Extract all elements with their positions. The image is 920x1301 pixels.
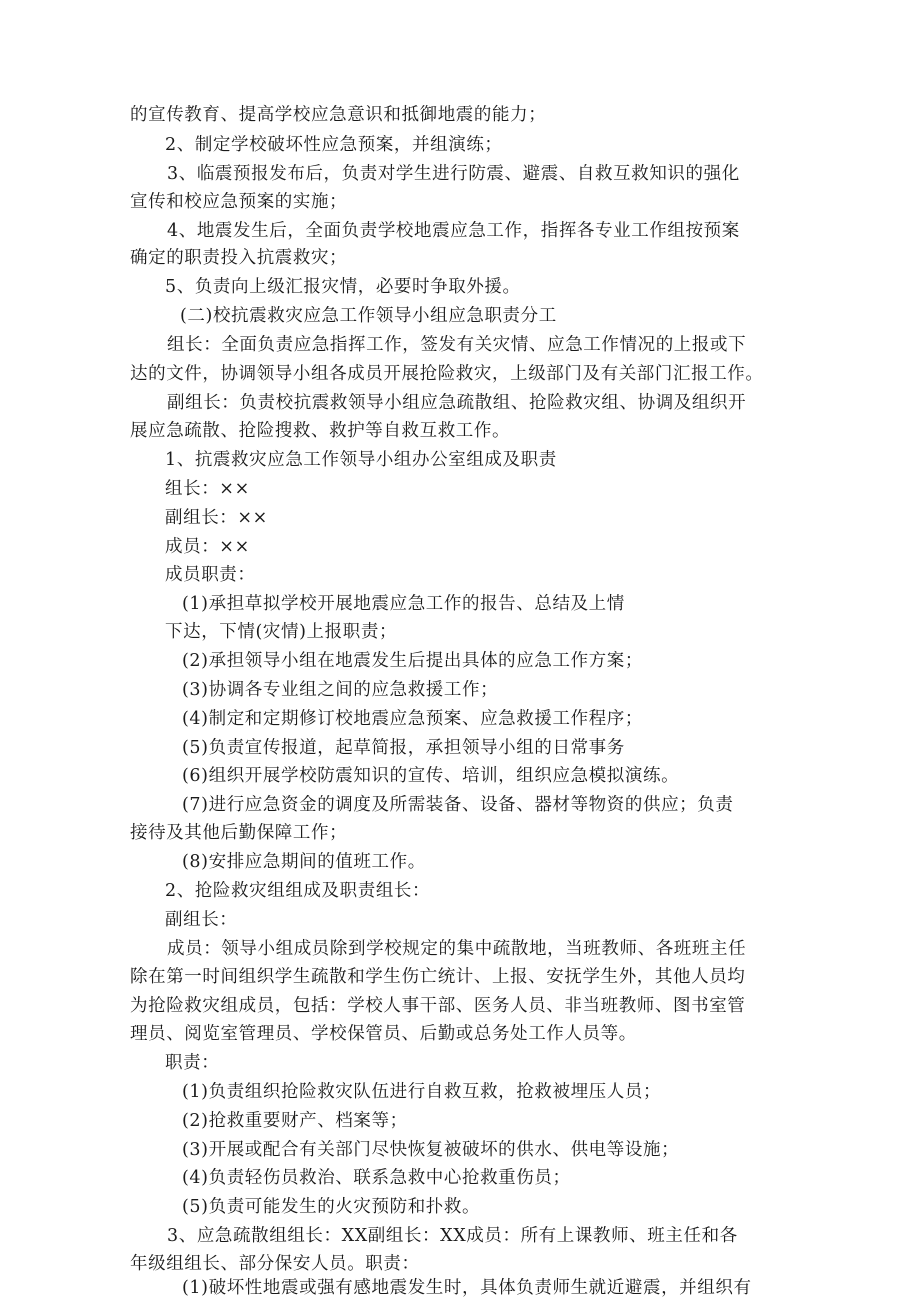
text-line: 2、制定学校破坏性应急预案，并组演练； xyxy=(165,135,503,155)
text-line: 副组长： xyxy=(165,910,238,930)
text-line: 成员：领导小组成员除到学校规定的集中疏散地，当班教师、各班班主任 xyxy=(167,939,747,959)
text-line: 确定的职责投入抗震救灾； xyxy=(130,248,348,268)
text-line: (5)负责宣传报道，起草简报，承担领导小组的日常事务 xyxy=(182,738,625,758)
text-line: 组长：×× xyxy=(165,479,250,499)
text-line: (2)承担领导小组在地震发生后提出具体的应急工作方案； xyxy=(182,651,643,671)
text-line: (7)进行应急资金的调度及所需装备、设备、器材等物资的供应；负责 xyxy=(182,795,734,815)
text-line: (1)负责组织抢险救灾队伍进行自救互救，抢救被埋压人员； xyxy=(182,1082,662,1102)
text-line: 4、地震发生后，全面负责学校地震应急工作，指挥各专业工作组按预案 xyxy=(167,221,740,241)
text-line: 5、负责向上级汇报灾情，必要时争取外援。 xyxy=(165,277,521,297)
text-line: 副组长：负责校抗震救领导小组应急疏散组、抢险救灾组、协调及组织开 xyxy=(167,393,747,413)
text-line: 3、临震预报发布后，负责对学生进行防震、避震、自救互救知识的强化 xyxy=(167,164,740,184)
text-line: 为抢险救灾组成员，包括：学校人事干部、医务人员、非当班教师、图书室管 xyxy=(130,996,746,1016)
text-line: 的宣传教育、提高学校应急意识和抵御地震的能力； xyxy=(130,105,547,125)
text-line: 除在第一时间组织学生疏散和学生伤亡统计、上报、安抚学生外，其他人员均 xyxy=(130,967,746,987)
text-line: (2)抢救重要财产、档案等； xyxy=(182,1111,408,1131)
text-line: (5)负责可能发生的火灾预防和扑救。 xyxy=(182,1197,481,1217)
text-line: 达的文件，协调领导小组各成员开展抢险救灾，上级部门及有关部门汇报工作。 xyxy=(130,364,764,384)
text-line: (4)负责轻伤员救治、联系急救中心抢救重伤员； xyxy=(182,1168,571,1188)
text-line: (3)协调各专业组之间的应急救援工作； xyxy=(182,680,499,700)
text-line: 3、应急疏散组组长：XX副组长：XX成员：所有上课教师、班主任和各 xyxy=(167,1226,738,1246)
text-line: (1)破坏性地震或强有感地震发生时，具体负责师生就近避震，并组织有 xyxy=(182,1278,752,1298)
text-line: 职责： xyxy=(165,1053,220,1073)
text-line: 年级组组长、部分保安人员。职责： xyxy=(130,1254,420,1274)
text-line: (3)开展或配合有关部门尽快恢复被破坏的供水、供电等设施； xyxy=(182,1140,680,1160)
text-line: 1、抗震救灾应急工作领导小组办公室组成及职责 xyxy=(165,450,557,470)
text-line: 展应急疏散、抢险搜救、救护等自救互救工作。 xyxy=(130,421,511,441)
text-line: (1)承担草拟学校开展地震应急工作的报告、总结及上情 xyxy=(182,594,625,614)
text-line: (8)安排应急期间的值班工作。 xyxy=(182,852,426,872)
text-line: 成员职责： xyxy=(165,565,256,585)
text-line: 成员：×× xyxy=(165,537,250,557)
text-line: 副组长：×× xyxy=(165,508,268,528)
text-line: 2、抢险救灾组组成及职责组长： xyxy=(165,881,431,901)
text-line: 理员、阅览室管理员、学校保管员、后勤或总务处工作人员等。 xyxy=(130,1024,637,1044)
section-heading: (二)校抗震救灾应急工作领导小组应急职责分工 xyxy=(180,306,557,326)
text-line: 下达，下情(灾情)上报职责； xyxy=(165,622,398,642)
text-line: 接待及其他后勤保障工作； xyxy=(130,823,348,843)
text-line: 宣传和校应急预案的实施； xyxy=(130,192,348,212)
text-line: 组长：全面负责应急指挥工作，签发有关灾情、应急工作情况的上报或下 xyxy=(167,335,747,355)
text-line: (4)制定和定期修订校地震应急预案、应急救援工作程序； xyxy=(182,709,643,729)
text-line: (6)组织开展学校防震知识的宣传、培训，组织应急模拟演练。 xyxy=(182,766,680,786)
